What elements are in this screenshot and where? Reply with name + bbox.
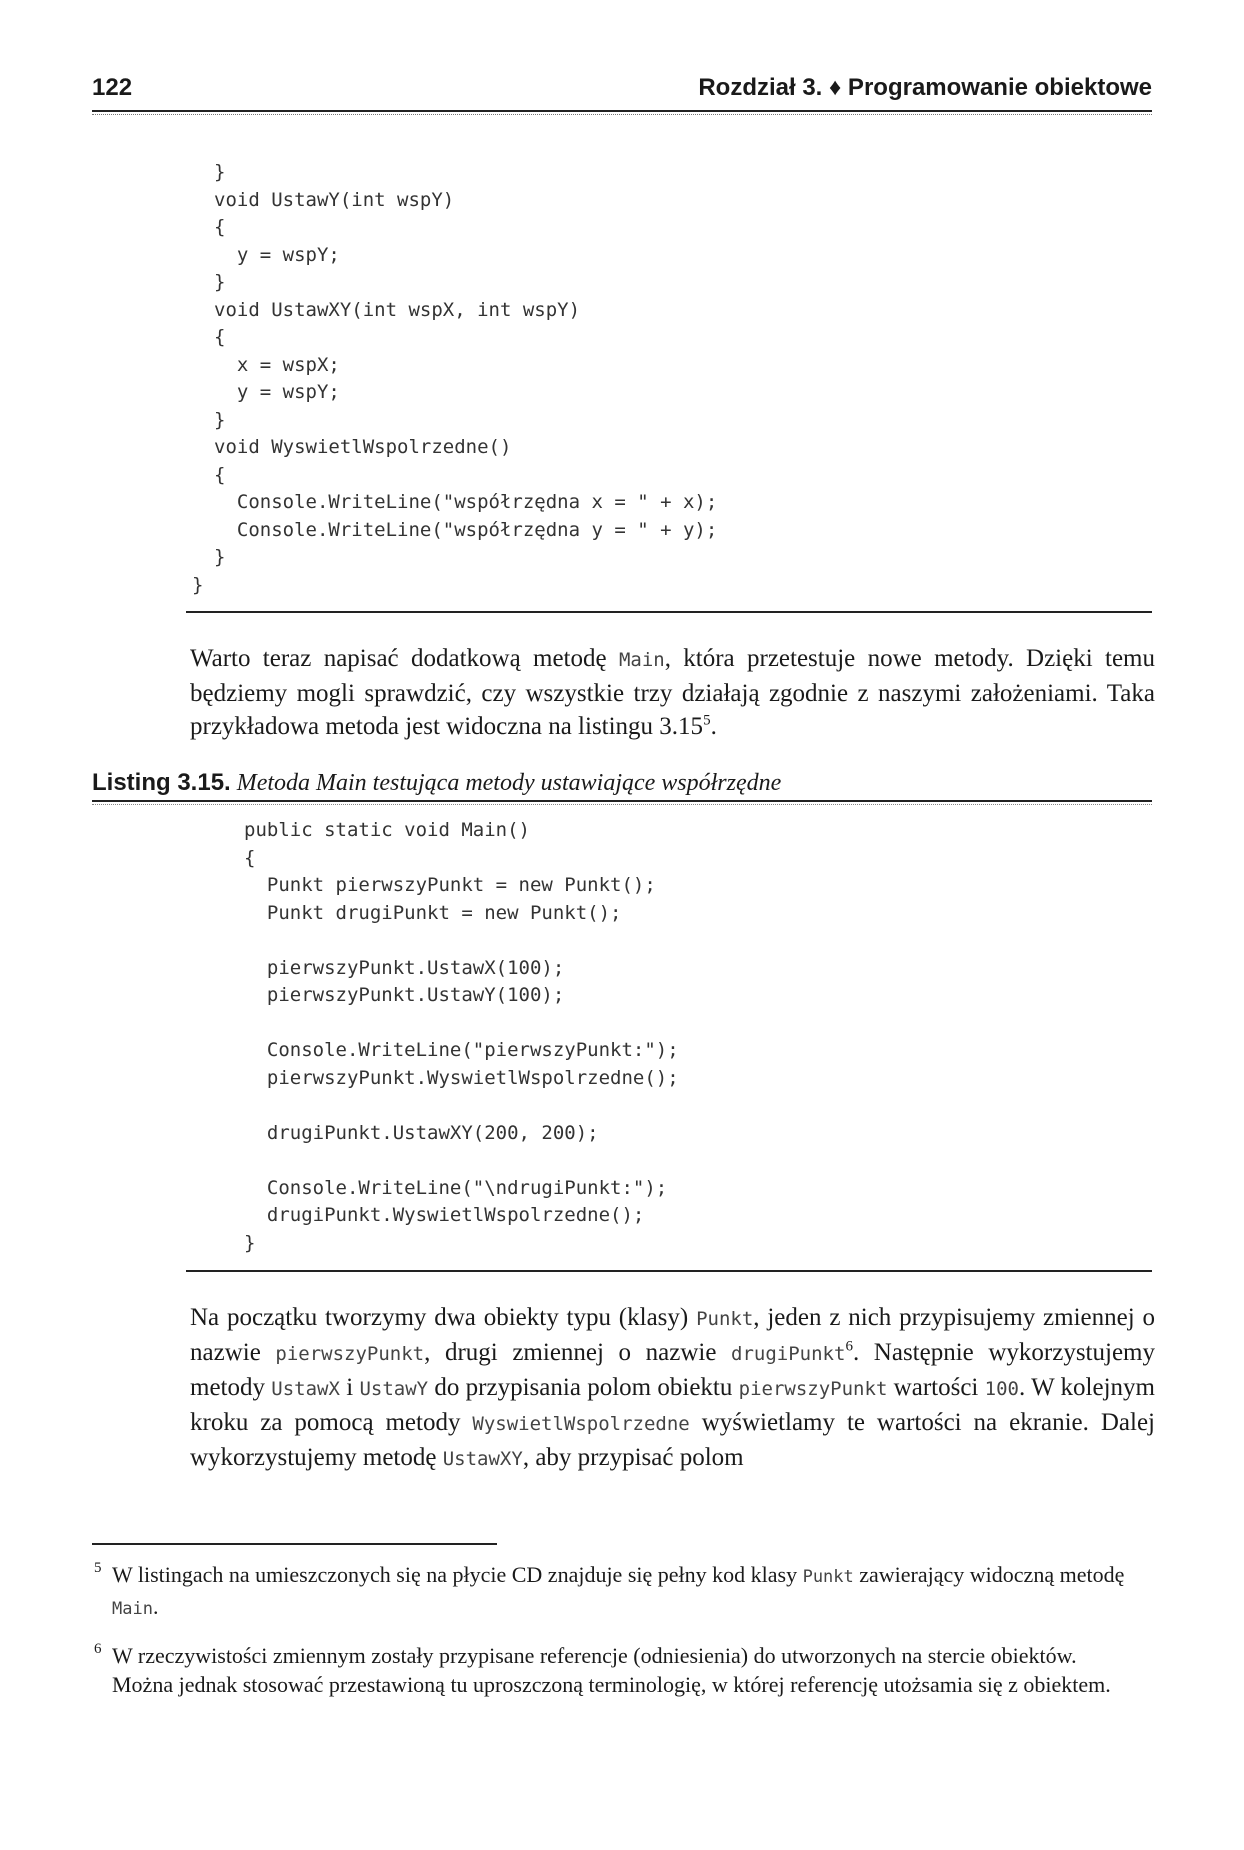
caption-rule [92,800,1152,802]
footnote-mark: 6 [94,1641,102,1657]
code-line: Console.WriteLine("współrzędna y = " + y); [214,518,718,541]
code-line: Punkt drugiPunkt = new Punkt(); [244,901,622,924]
code-line-class-close: } [192,573,204,596]
footnote-ref: 6 [845,1338,853,1355]
paragraph-explanation: Na początku tworzymy dwa obiekty typu (klasy) Punkt, jeden z nich przypisujemy zmiennej o nazwie pierwszyPunkt, drugi zmiennej o nazwie drugiPunkt$^6$. Następnie wykorzystujemy metody UstawX i UstawY do przypisania polom obiektu pierwszyPunkt wartości 100. W kolejnym kroku za pomocą metody WyswietlWspolrzedne wyświetlamy te wartości na ekranie. Dalej wykorzystujemy metodę UstawXY, aby przypisać polom [190,1304,1155,1471]
paragraph-intro: Warto teraz napisać dodatkową metodę Main, która przetestuje nowe metody. Dzięki temu będziemy mogli sprawdzić, czy wszystkie trzy działają zgodnie z naszymi założeniami. Taka przykładowa metoda jest widoczna na listingu 3.15$^5$. [190,645,1155,740]
footnote-6: 6 W rzeczywistości zmiennym zostały przypisane referencje (odniesienia) do utworzonych na stercie obiektów. Można jednak stosować przestawioną tu uproszczoną terminologię, w której referencję utożsamia się z obiektem. [112,1641,1142,1699]
code-line: pierwszyPunkt.WyswietlWspolrzedne(); [244,1066,679,1089]
inline-code: UstawXY [442,1448,523,1470]
code-line: Punkt pierwszyPunkt = new Punkt(); [244,874,656,896]
code-block-continuation [192,159,718,599]
code-line: drugiPunkt.UstawXY(200, 200); [244,1121,599,1144]
code-line: public static void Main() [244,819,530,841]
code-line: } [214,408,226,431]
code-end-rule [186,611,1152,613]
code-line: drugiPunkt.WyswietlWspolrzedne(); [244,1204,645,1226]
footnote-5: 5 W listingach na umieszczonych się na płycie CD znajduje się pełny kod klasy Punkt zawierający widoczną metodę Main. [112,1560,1142,1624]
code-line: } [214,546,226,568]
inline-code: UstawX [271,1378,340,1400]
code-line: } [214,271,226,293]
header-dotted-rule [92,114,1152,115]
inline-code: Punkt [802,1567,854,1587]
code-line: x = wspX; [214,353,340,376]
inline-code: Main [112,1599,153,1619]
code-line: y = wspY; [214,243,340,266]
code-line: void UstawXY(int wspX, int wspY) [214,298,581,321]
code-line: { [244,846,256,869]
inline-code: Main [618,649,665,671]
footnote-mark: 5 [94,1560,102,1576]
code-line: { [214,463,226,486]
inline-code: 100 [984,1378,1019,1400]
code-line: pierwszyPunkt.UstawY(100); [244,984,565,1006]
code-line: pierwszyPunkt.UstawX(100); [244,956,565,979]
caption-dotted-rule [92,804,1152,805]
inline-code: WyswietlWspolrzedne [472,1413,690,1435]
listing-title: Metoda Main testująca metody ustawiające współrzędne [236,770,782,796]
inline-code: pierwszyPunkt [738,1378,888,1400]
code-line: } [244,1231,256,1254]
listing-caption [92,769,1152,801]
running-head: Rozdział 3. ♦ Programowanie obiektowe [698,74,1152,101]
page-header [92,74,1152,110]
listing-code [244,817,679,1257]
code-line: Console.WriteLine("\ndrugiPunkt:"); [244,1176,668,1199]
code-line: void WyswietlWspolrzedne() [214,436,512,458]
footnote-rule [92,1543,497,1545]
code-line: { [214,326,226,348]
code-line: Console.WriteLine("pierwszyPunkt:"); [244,1039,679,1061]
header-rule [92,110,1152,112]
page-number: 122 [92,74,133,101]
code-line: void UstawY(int wspY) [214,188,455,211]
inline-code: Punkt [696,1308,754,1330]
footnote-ref: 5 [703,712,711,729]
inline-code: pierwszyPunkt [275,1343,425,1365]
code-line: y = wspY; [214,381,340,403]
listing-label: Listing 3.15. [92,769,231,796]
listing-end-rule [186,1270,1152,1272]
code-line: } [214,161,226,183]
code-line: Console.WriteLine("współrzędna x = " + x); [214,491,718,513]
inline-code: UstawY [359,1378,429,1400]
inline-code: drugiPunkt [731,1343,846,1365]
code-line: { [214,216,226,238]
